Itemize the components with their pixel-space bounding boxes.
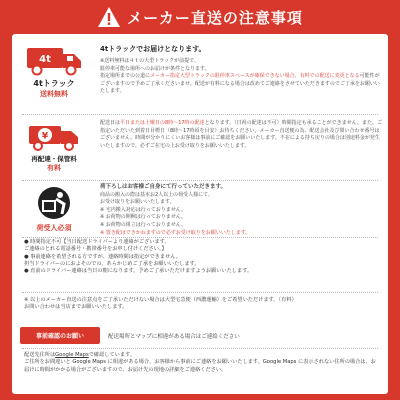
map-note-body: ご住所をお間違いと Google Maps に相違がある場合、お客様から事前にご連絡をお願いいたします。Google Maps に表示されない住所の場合は、お届けに時間がかかる場合がございますので、お届け先の現地の詳細をご連絡ください。 bbox=[24, 359, 376, 373]
unloading-icon-block bbox=[18, 186, 90, 233]
unloading-heading: 荷下ろしはお客様ご自身にて行っていただきます。 bbox=[100, 184, 227, 190]
note-warning: ● 直前のドライバー連絡は当日の朝になります。予めご了承いただけますようお願いいたします。 bbox=[24, 268, 253, 275]
closing-line: ※ 以上のメーカー直送の注意点をご了承いただけない場合は大型宅急便（西濃運輸）をご希望いただけます。（有料） bbox=[24, 297, 297, 303]
google-maps-link[interactable]: Google Maps bbox=[55, 352, 89, 358]
confirm-text: 配送場所とマップに相違がある場合はご連絡ください bbox=[108, 334, 240, 340]
page-title: メーカー直送の注意事項 bbox=[127, 8, 303, 27]
note-line: 担当ドライバーのにおよそのでの、あらかじめご了承をお願いいたします。 bbox=[24, 260, 200, 267]
svg-text:¥: ¥ bbox=[41, 131, 49, 142]
notes-block bbox=[24, 239, 376, 275]
title-bar bbox=[0, 0, 400, 34]
truck-heading: 4tトラックでお届けとなります。 bbox=[100, 45, 206, 53]
truck-line: 駐停車可能な場所へのお届けが条件となります。 bbox=[100, 65, 210, 72]
delivery-body: 配送日は平日または土曜日の8時〜17時の配達となります。（日祝の配達は不可）時間指定も承ることができません。また、ご指定いただいた到着日目標日（8時〜17時頃を目安）お待ちください。メーカー直送便の為、配送会社及び問い合わせ番号はございません。時間が分かりにくいお客様は事前にご確認をお願いいたします。不在による持ち戻りの場合は別途料金が発生いたしますので、必ずご在宅の上お受け取りをお願いいたします。 bbox=[100, 120, 382, 149]
truck-badge: 4t bbox=[39, 54, 51, 65]
unloading-line: 商品の搬入の際は基本お2人以上の荷受人様にて、 bbox=[100, 191, 214, 198]
confirm-row bbox=[20, 327, 380, 345]
redelivery-icon-block bbox=[18, 122, 90, 173]
truck-body bbox=[100, 58, 382, 96]
unloading-line: ※ 宅内搬入対応は行っておりません。 bbox=[100, 206, 187, 213]
content-panel bbox=[12, 34, 388, 394]
unloading-text bbox=[100, 184, 382, 237]
truck-line: ※送料無料は４ｔの大型トラックが前提で、 bbox=[100, 58, 199, 64]
unloading-body bbox=[100, 192, 382, 238]
yen-truck-icon bbox=[25, 122, 83, 152]
note-line: ● 事前連絡を希望される方ですが、連絡時間は指定ができません。 bbox=[24, 253, 181, 260]
unloading-line: ※ お荷物の開梱は行っておりません。 bbox=[100, 214, 187, 221]
closing-block bbox=[24, 297, 376, 312]
divider bbox=[22, 348, 378, 349]
divider bbox=[22, 292, 378, 293]
paid-label: 有料 bbox=[47, 164, 61, 172]
map-note-heading: 配送先住所はGoogle Mapsで確認しています。 bbox=[24, 352, 136, 358]
confirm-badge: 事前確認のお願い bbox=[20, 327, 100, 344]
person-carry-icon bbox=[34, 186, 74, 220]
receiver-required-label: 荷受人必須 bbox=[36, 224, 72, 232]
divider bbox=[22, 180, 378, 181]
delivery-text bbox=[100, 120, 382, 150]
section-truck bbox=[12, 40, 388, 110]
free-shipping-label: 送料無料 bbox=[40, 90, 68, 98]
no-drop-off-warning: ※ 置き配はできかねますので必ずお受け取りをお願いいたします。 bbox=[100, 229, 251, 236]
truck-icon-block bbox=[18, 44, 90, 99]
closing-line: お問い合わせは当店までお願いいたします。 bbox=[24, 304, 128, 311]
section-unloading bbox=[12, 184, 388, 236]
divider bbox=[22, 114, 378, 115]
truck-line: 指定場所までの公道にメーカー指定大型トラックの駐停車スペースが確保できない場合、有料での配送に変更となる可能性がございますので予めご了承くださいませ。配送が有料になる場合は改めてご連絡をさせていただきますのでご了承をお願いいたします。 bbox=[100, 73, 380, 95]
delivery-hours: 平日または土曜日の8時〜17時の配達 bbox=[120, 120, 205, 126]
divider bbox=[22, 237, 378, 238]
section-delivery bbox=[12, 118, 388, 178]
unloading-line: ※ お荷物の組立は行っておりません。 bbox=[100, 221, 187, 228]
truck-warning: メーカー指定大型トラックの駐停車スペースが確保できない場合、有料での配送に変更となる bbox=[150, 73, 360, 80]
truck-text bbox=[100, 44, 382, 96]
redelivery-label: 再配達・保管料 bbox=[31, 155, 77, 163]
truck-icon bbox=[25, 44, 83, 76]
map-note-block bbox=[24, 352, 376, 374]
warning-icon bbox=[97, 6, 121, 28]
truck-label: 4tトラック bbox=[33, 79, 75, 88]
unloading-line: お受け取りをお願いいたします。 bbox=[100, 199, 175, 206]
note-line: ● 時間指定不可【当日配送ドライバーより連絡がございます。 bbox=[24, 239, 170, 245]
note-line: ご連絡のとれる電話番号・携帯番号をお申し付けください。】 bbox=[24, 246, 167, 253]
